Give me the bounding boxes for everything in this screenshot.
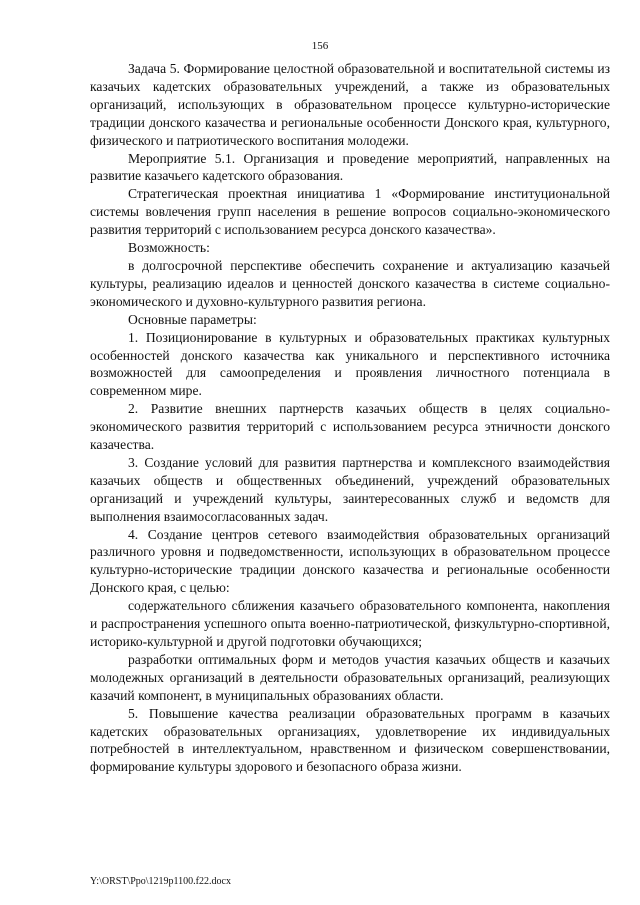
paragraph-task-5: Задача 5. Формирование целостной образовательной и воспитательной системы из казачьих кадетских образовательных учреждений, а также из образовательных организаций, использующих в образовательном процессе культурно-исторические традиции донского казачества и региональные особенности Донского края, культурного, физического и патриотического воспитания молодежи. [90, 61, 610, 148]
paragraph-measure-5-1: Мероприятие 5.1. Организация и проведение мероприятий, направленных на развитие казачьего кадетского образования. [90, 150, 610, 184]
paragraph-parameter-3: 3. Создание условий для развития партнерства и комплексного взаимодействия казачьих обществ и общественных объединений, учреждений образовательных организаций и учреждений культуры, заинтересованных служб и ведомств для выполнения взаимосогласованных задач. [90, 454, 610, 524]
paragraph-parameter-2: 2. Развитие внешних партнерств казачьих обществ в целях социально-экономического развития территорий с использованием ресурса этничности донского казачества. [90, 401, 610, 453]
paragraph-parameter-4-goal-a: содержательного сближения казачьего образовательного компонента, накопления и распространения успешного опыта военно-патриотической, физкультурно-спортивной, историко-культурной и другой подготовки обучающихся; [90, 598, 610, 649]
paragraph-parameter-4: 4. Создание центров сетевого взаимодействия образовательных организаций различного уровня и подведомственности, использующих в образовательном процессе культурно-исторические традиции донского казачества и региональные особенности Донского края, с целью: [90, 526, 610, 596]
paragraph-opportunity-heading: Возможность: [128, 240, 210, 256]
paragraph-strategic-initiative: Стратегическая проектная инициатива 1 «Формирование институциональной системы вовлечения групп населения в решение вопросов социально-экономического развития территорий с использованием ресурса донского казачества». [90, 186, 610, 238]
file-path-footer: Y:\ORST\Ppo\1219p1100.f22.docx [90, 876, 231, 887]
paragraph-opportunity-text: в долгосрочной перспективе обеспечить сохранение и актуализацию казачьей культуры, реализацию идеалов и ценностей донского казачества в системе социально-экономического и духовно-культурного развития региона. [90, 257, 610, 309]
paragraph-parameter-5: 5. Повышение качества реализации образовательных программ в казачьих кадетских образовательных организациях, удовлетворение их индивидуальных потребностей в интеллектуальном, нравственном и физическом совершенствовании, формирование культуры здорового и безопасного образа жизни. [90, 705, 610, 775]
paragraph-parameter-1: 1. Позиционирование в культурных и образовательных практиках культурных особенностей донского казачества как уникального и перспективного источника возможностей для самоопределения и проявления личностного потенциала в современном мире. [90, 329, 610, 399]
page-number: 156 [311, 40, 329, 52]
document-body [90, 60, 610, 776]
paragraph-parameter-4-goal-b: разработки оптимальных форм и методов участия казачьих обществ и казачьих молодежных организаций в деятельности образовательных организаций, реализующих казачий компонент, в муниципальных образованиях области. [90, 651, 610, 703]
paragraph-parameters-heading: Основные параметры: [128, 311, 257, 327]
